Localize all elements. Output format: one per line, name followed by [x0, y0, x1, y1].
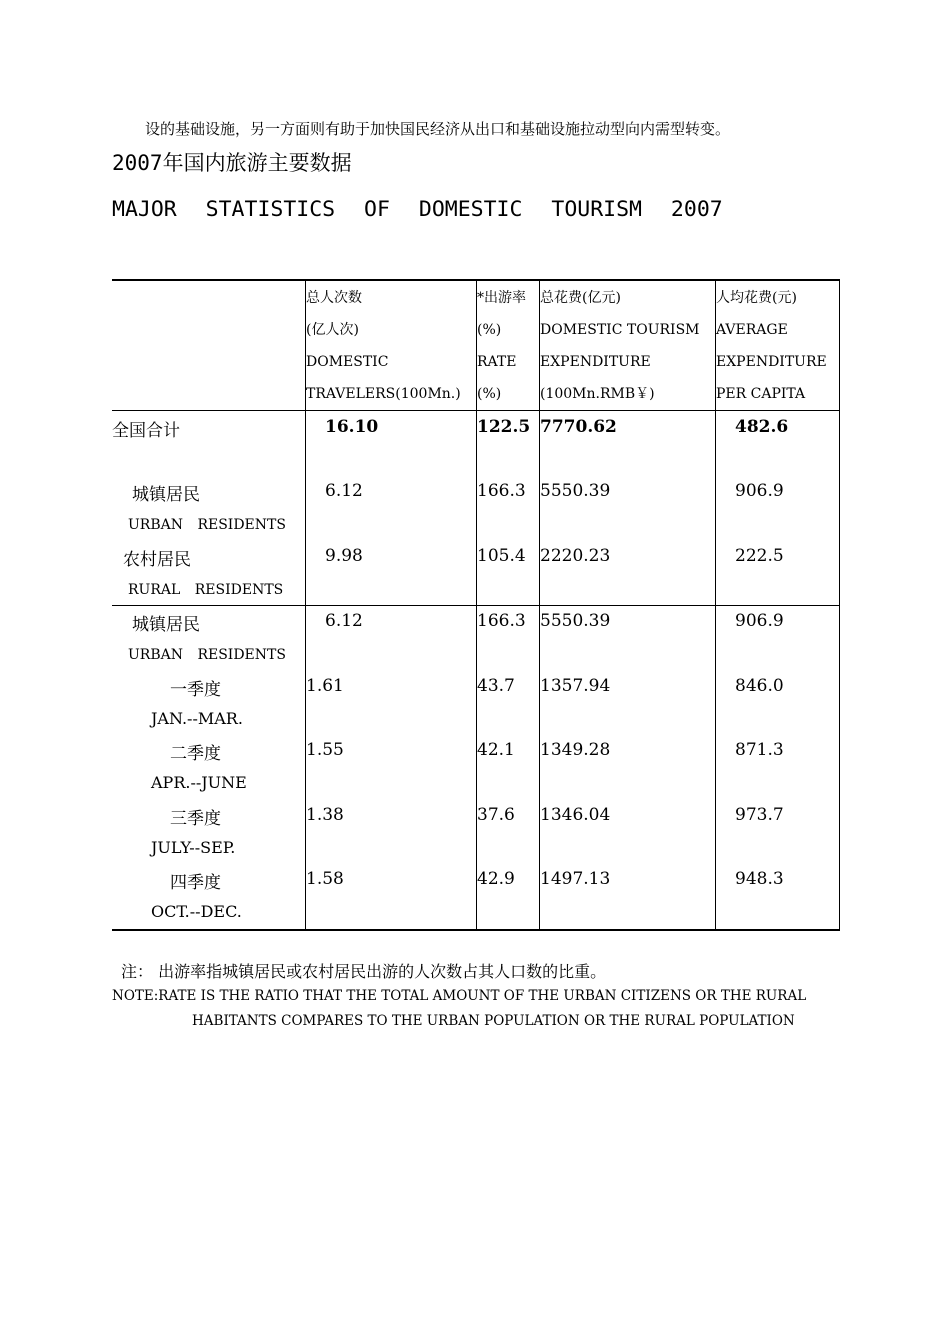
cell-travelers: 16.10: [325, 417, 379, 437]
row-label-urban-section-en: URBAN RESIDENTS: [128, 647, 286, 663]
cell-travelers: 6.12: [325, 611, 363, 631]
row-label-total: 全国合计: [112, 421, 180, 441]
note-english-line2: HABITANTS COMPARES TO THE URBAN POPULATION OR THE RURAL POPULATION: [192, 1013, 795, 1029]
header-travelers: 总人次数 (亿人次) DOMESTIC TRAVELERS(100Mn.): [306, 290, 461, 402]
cell-expenditure: 5550.39: [540, 481, 611, 501]
row-label-q2: 二季度: [170, 744, 221, 764]
note-english-line1: NOTE:RATE IS THE RATIO THAT THE TOTAL AMOUNT OF THE URBAN CITIZENS OR THE RURAL: [112, 988, 807, 1004]
row-label-q1: 一季度: [170, 680, 221, 700]
row-label-q1-en: JAN.--MAR.: [151, 709, 243, 728]
row-label-rural: 农村居民: [123, 550, 191, 570]
cell-travelers: 1.61: [306, 676, 344, 696]
cell-travelers: 1.55: [306, 740, 344, 760]
cell-per-capita: 846.0: [735, 676, 784, 696]
cell-expenditure: 7770.62: [540, 417, 617, 437]
cell-per-capita: 906.9: [735, 611, 784, 631]
cell-travelers: 1.38: [306, 805, 344, 825]
intro-paragraph: 设的基础设施，另一方面则有助于加快国民经济从出口和基础设施拉动型向内需型转变。: [145, 120, 731, 138]
statistics-table: [112, 279, 840, 931]
cell-rate: 42.9: [477, 869, 515, 889]
title-english: MAJOR STATISTICS OF DOMESTIC TOURISM 2007: [112, 197, 723, 222]
header-rate: *出游率 (%) RATE (%): [477, 290, 526, 402]
cell-per-capita: 948.3: [735, 869, 784, 889]
cell-travelers: 1.58: [306, 869, 344, 889]
cell-rate: 122.5: [477, 417, 531, 437]
row-label-q4: 四季度: [170, 873, 221, 893]
cell-rate: 105.4: [477, 546, 526, 566]
cell-rate: 166.3: [477, 611, 526, 631]
cell-per-capita: 482.6: [735, 417, 789, 437]
cell-expenditure: 1346.04: [540, 805, 611, 825]
row-label-urban: 城镇居民: [132, 485, 200, 505]
cell-per-capita: 222.5: [735, 546, 784, 566]
table-right-border: [839, 279, 840, 931]
cell-expenditure: 1497.13: [540, 869, 611, 889]
cell-rate: 42.1: [477, 740, 515, 760]
cell-rate: 43.7: [477, 676, 515, 696]
header-expenditure: 总花费(亿元) DOMESTIC TOURISM EXPENDITURE (100Mn.RMB￥): [540, 290, 700, 402]
cell-expenditure: 1349.28: [540, 740, 611, 760]
cell-travelers: 6.12: [325, 481, 363, 501]
title-chinese: 2007年国内旅游主要数据: [112, 151, 352, 175]
row-label-urban-section: 城镇居民: [132, 615, 200, 635]
cell-expenditure: 2220.23: [540, 546, 611, 566]
cell-rate: 37.6: [477, 805, 515, 825]
cell-per-capita: 906.9: [735, 481, 784, 501]
cell-rate: 166.3: [477, 481, 526, 501]
cell-per-capita: 871.3: [735, 740, 784, 760]
cell-travelers: 9.98: [325, 546, 363, 566]
row-label-urban-en: URBAN RESIDENTS: [128, 517, 286, 533]
row-label-q2-en: APR.--JUNE: [151, 773, 247, 792]
cell-expenditure: 5550.39: [540, 611, 611, 631]
row-label-q4-en: OCT.--DEC.: [151, 902, 242, 921]
cell-expenditure: 1357.94: [540, 676, 611, 696]
header-per-capita: 人均花费(元) AVERAGE EXPENDITURE PER CAPITA: [716, 290, 827, 402]
note-chinese: 注： 出游率指城镇居民或农村居民出游的人次数占其人口数的比重。: [121, 962, 607, 981]
row-label-q3: 三季度: [170, 809, 221, 829]
cell-per-capita: 973.7: [735, 805, 784, 825]
row-label-rural-en: RURAL RESIDENTS: [128, 582, 284, 598]
row-label-q3-en: JULY--SEP.: [151, 838, 236, 857]
